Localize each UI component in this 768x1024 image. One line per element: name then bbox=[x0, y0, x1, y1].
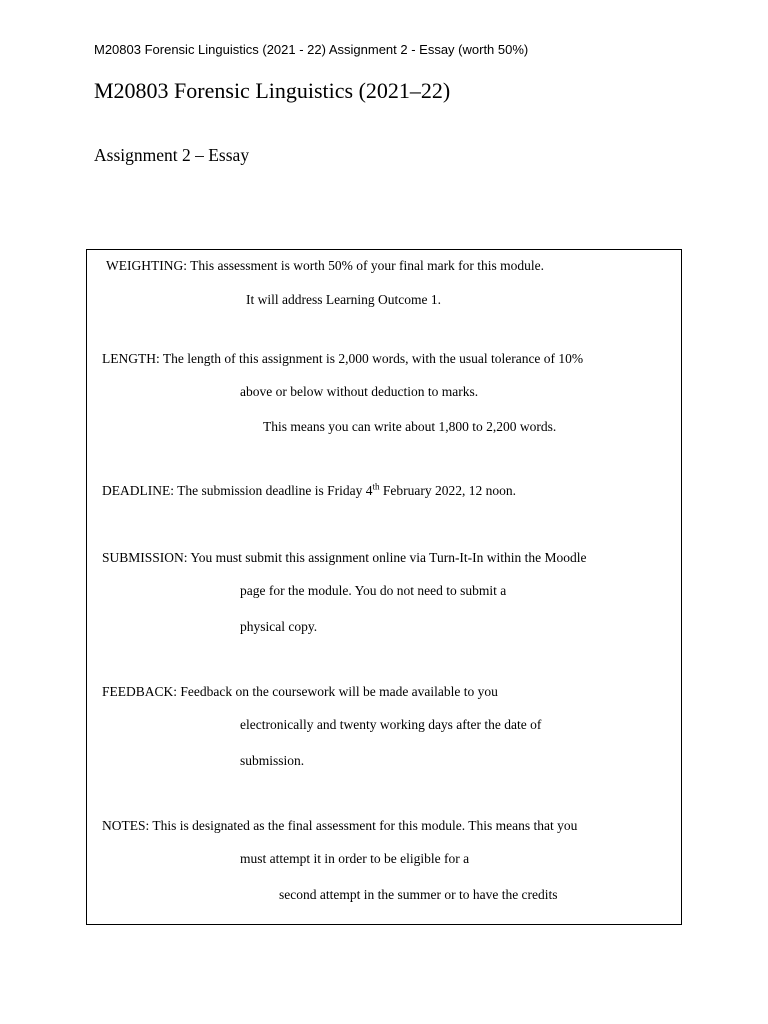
deadline-prefix: DEADLINE: The submission deadline is Friday 4 bbox=[102, 483, 373, 498]
running-header: M20803 Forensic Linguistics (2021 - 22) Assignment 2 - Essay (worth 50%) bbox=[94, 42, 529, 57]
feedback-line-2: electronically and twenty working days after the date of bbox=[240, 717, 542, 732]
document-title: M20803 Forensic Linguistics (2021–22) bbox=[94, 78, 451, 103]
submission-line-1: SUBMISSION: You must submit this assignment online via Turn-It-In within the Moodle bbox=[102, 550, 587, 565]
submission-line-3: physical copy. bbox=[240, 619, 318, 634]
length-line-3: This means you can write about 1,800 to 2,200 words. bbox=[263, 419, 557, 434]
document-subtitle: Assignment 2 – Essay bbox=[94, 145, 250, 165]
length-line-2: above or below without deduction to marks. bbox=[240, 384, 479, 399]
notes-line-1: NOTES: This is designated as the final assessment for this module. This means that you bbox=[102, 818, 578, 833]
weighting-line-2: It will address Learning Outcome 1. bbox=[246, 292, 441, 307]
notes-line-3: second attempt in the summer or to have the credits bbox=[279, 887, 558, 902]
length-line-1: LENGTH: The length of this assignment is 2,000 words, with the usual tolerance of 10% bbox=[102, 351, 584, 366]
deadline-line bbox=[102, 483, 516, 499]
feedback-line-1: FEEDBACK: Feedback on the coursework will be made available to you bbox=[102, 684, 498, 699]
deadline-superscript: th bbox=[372, 481, 380, 492]
deadline-suffix: February 2022, 12 noon. bbox=[379, 483, 516, 498]
weighting-line-1: WEIGHTING: This assessment is worth 50% of your final mark for this module. bbox=[106, 258, 545, 273]
feedback-line-3: submission. bbox=[240, 753, 305, 768]
submission-line-2: page for the module. You do not need to submit a bbox=[240, 583, 507, 598]
notes-line-2: must attempt it in order to be eligible for a bbox=[240, 851, 470, 866]
assignment-info-box bbox=[86, 249, 682, 925]
